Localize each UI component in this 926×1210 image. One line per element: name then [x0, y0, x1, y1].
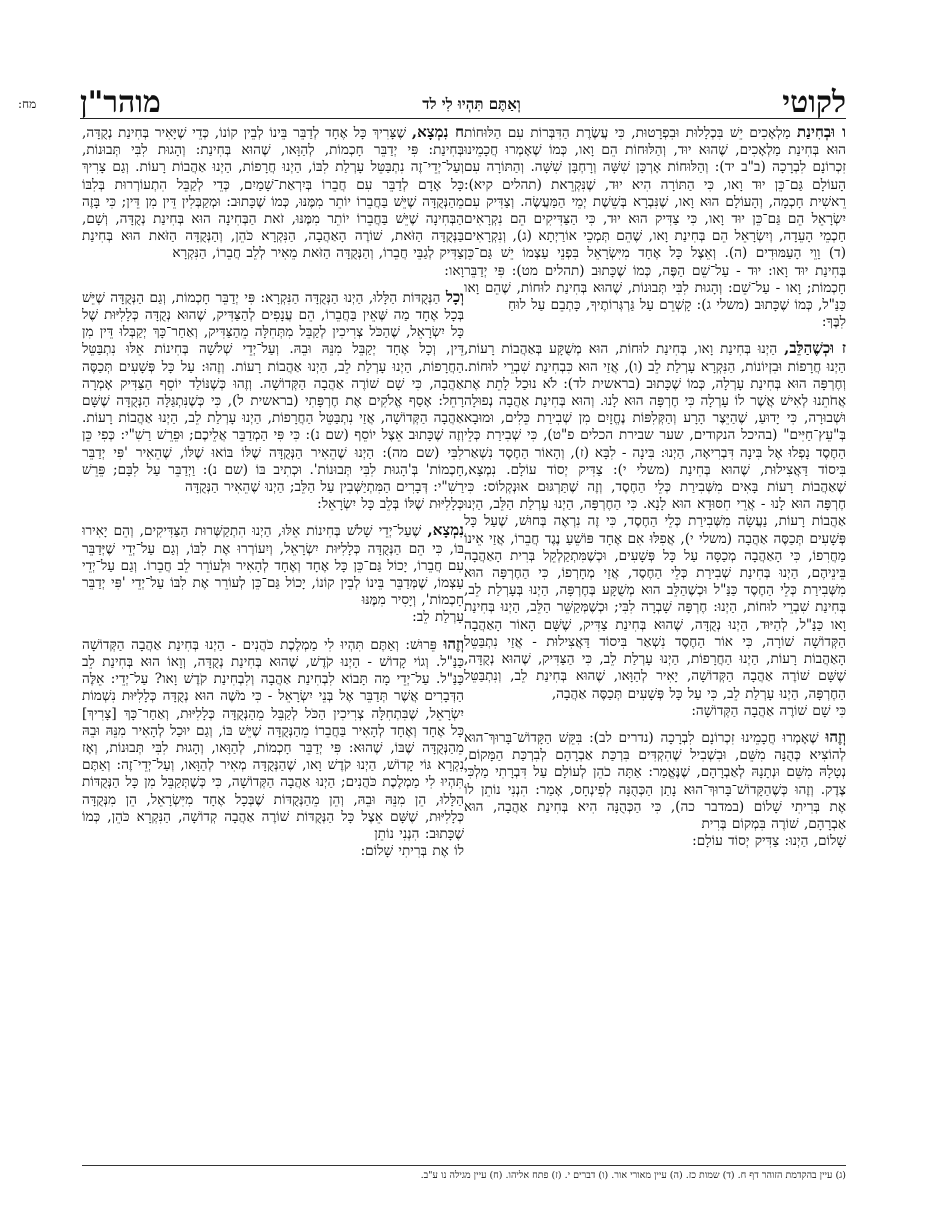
- paragraph-6: [464, 124, 846, 331]
- paragraph-text: שֶׁצָּרִיךְ כָּל אֶחָד לְדַבֵּר בֵּינוֹ לְבֵין קוֹנוֹ, כְּדֵי שֶׁיָּאִיר בְּחִינַת נְקֻדָּה, בְּחִינַת: פִּי יְדַבֵּר חָכְמוֹת, לְהַוָּאו, שֶׁהוּא בְּחִינַת: וְהָגוּת לִבִּי תְּבוּנוֹת, וְעַל־יְדֵי־זֶה נִתְבַּטֵּל עָרְלַת לִבּוֹ, הַיְנוּ חֲרָפוֹת, הַיְנוּ אַהֲבוֹת רָעוֹת. וְגַם צָרִיךְ כָּל אָדָם לְדַבֵּר עִם חֲבֵרוֹ בְּיִרְאַת־שָׁמַיִם, כְּדֵי לְקַבֵּל הִתְעוֹרְרוּת בְּלִבּוֹ מֵהַנְּקֻדָּה שֶׁיֵּשׁ בַּחֲבֵרוֹ יוֹתֵר מִמֶּנּוּ, כְּמוֹ שֶׁכָּתוּב: וּמְקַבְּלִין דֵּין מִן דֵּין; כִּי בָּזֶה הַבְּחִינָה שֶׁיֵּשׁ בַּחֲבֵרוֹ יוֹתֵר מִמֶּנּוּ, זֹאת הַבְּחִינָה הוּא בְּחִינַת נְקֻדָּה, וְשָׁם, בַּנְּקֻדָּה הַזֹּאת, שׁוֹרֶה הָאַהֲבָה, הַנִּקְרָא כֹּהֵן, וְהַנְּקֻדָּה הַזֹּאת הוּא בְּחִינַת צַדִּיק לְגַבֵּי חֲבֵרוֹ, וְהַנְּקֻדָּה הַזֹּאת מֵאִיר לְלֵב חֲבֵרוֹ, הַנִּקְרָא: [82, 125, 464, 262]
- paragraph-text: מַלְאָכִים יֵשׁ בִּכְלָלוּת וּבִפְרָטוּת, כִּי עֲשֶׂרֶת הַדִּבְּרוֹת עִם הַלּוּחוֹת הוּא בְּחִינַת מַלְאָכִים, שֶׁהוּא יוּד, וְהַלּוּחוֹת הֵם וָאו, כְּמוֹ שֶׁאָמְרוּ חֲכָמֵינוּ זִכְרוֹנָם לִבְרָכָה (ב"ב יד): וְהַלּוּחוֹת אָרְכָּן שִׁשָּׁה וְרָחְבָּן שִׁשָּׁה. וְהַתּוֹרָה עִם הָעוֹלָם גַּם־כֵּן יוּד וָאו, כִּי הַתּוֹרָה הִיא יוּד, שֶׁנִּקְרֵאת (תהלים קיא): רֵאשִׁית חָכְמָה, וְהָעוֹלָם הוּא וָאו, שֶׁנִּבְרָא בְּשֵׁשֶׁת יְמֵי הַמַּעֲשֶׂה. וְצַדִּיק עִם יִשְׂרָאֵל הֵם גַּם־כֵּן יוּד וָאו, כִּי צַדִּיק הוּא יוּד, כִּי הַצַּדִּיקִים הֵם נִקְרָאִים חַכְמֵי הָעֵדָה, וְיִשְׂרָאֵל הֵם בְּחִינַת וָאו, שֶׁהֵם תְּמְכֵי אוֹרַיְתָא (ג), וְנִקְרָאִים (ד) וָוֵי הָעַמּוּדִים (ה). וְאֵצֶל כָּל אֶחָד מִיִּשְׂרָאֵל בִּפְנֵי עַצְמוֹ יֵשׁ גַּם־כֵּן בְּחִינַת יוּד וָאו: יוּד - עַל־שֵׁם הַפֶּה, כְּמוֹ שֶׁכָּתוּב (תהלים מט): פִּי יְדַבֵּר חָכְמוֹת; וָאו - עַל־שֵׁם: וְהָגוּת לִבִּי תְּבוּנוֹת, שֶׁהוּא בְּחִינַת לוּחוֹת, שֶׁהֵם וָאו כַּנַּ"ל, כְּמוֹ שֶׁכָּתוּב (משלי ג): קָשְׁרֵם עַל גַּרְגְּרוֹתֶיךָ, כָּתְבֵם עַל לוּחַ: [464, 125, 846, 314]
- paragraph-nimtza: [82, 522, 464, 626]
- paragraph-vezehu-1: [464, 729, 846, 850]
- paragraph-text: שֶׁאָמְרוּ חֲכָמֵינוּ זִכְרוֹנָם לִבְרָכָה (נדרים לב): בִּקֵּשׁ הַקָּדוֹשׁ־בָּרוּךְ־הוּא לְהוֹצִיא כְּהֻנָּה מִשֵּׁם, וּבִשְׁבִיל שֶׁהִקְדִּים בִּרְכַּת אַבְרָהָם לְבִרְכַּת הַמָּקוֹם, נְטָלָהּ מִשֵּׁם וּנְתָנָהּ לְאַבְרָהָם, שֶׁנֶּאֱמַר: אַתָּה כֹהֵן לְעוֹלָם עַל דִּבְרָתִי מַלְכִּי צֶדֶק. וְזֶהוּ כְּשֶׁהַקָּדוֹשׁ־בָּרוּךְ־הוּא נָתַן הַכְּהֻנָּה לְפִינְחָס, אָמַר: הִנְנִי נוֹתֵן לוֹ אֶת בְּרִיתִי שָׁלוֹם (במדבר כה), כִּי הַכְּהֻנָּה הִיא בְּחִינַת אַהֲבָה, הוּא אַבְרָהָם, שׁוֹרֶה בִּמְקוֹם בְּרִית: [464, 729, 846, 832]
- paragraph-last-line: כִּי שָׁם שׁוֹרֶה אַהֲבָה הַקְּדוֹשָׁה:: [691, 702, 846, 719]
- footnotes: (ג) עיין בהקדמת הזוהר דף ח. (ד) שמות כז. (ה) עיין מאורי אור. (ו) דברים י. (ז) פתח אליהו. (ח) עיין מגילה נו ע"ב.: [420, 1170, 846, 1181]
- text-columns: [82, 124, 846, 1159]
- paragraph-lead: נִמְצָא,: [427, 521, 464, 540]
- header-verse: וְאַתֶּם תִּהְיוּ לִי לד: [422, 95, 521, 113]
- paragraph-vechol: [82, 289, 464, 514]
- paragraph-last-line: עָרְלַת לֵב:: [412, 609, 464, 626]
- paragraph-last-line: שָׁלוֹם, הַיְנוּ: צַדִּיק יְסוֹד עוֹלָם:: [692, 833, 846, 850]
- paragraph-8: [82, 124, 464, 280]
- paragraph-text: הַיְנוּ בְּחִינַת וָאו, בְּחִינַת לוּחוֹת, הוּא מְשֻׁקָּע בְּאַהֲבוֹת רָעוֹת, הַיְנוּ חֲרָפוֹת וּבִזְיוֹנוֹת, הַנִּקְרָא עָרְלַת לֵב (ו), אֲזַי הוּא כִּבְחִינַת שִׁבְרֵי לוּחוֹת. וְחֶרְפָּה הוּא בְּחִינַת עָרְלָה, כְּמוֹ שֶׁכָּתוּב (בראשית לד): לֹא נוּכַל לָתֵת אֶת אֲחֹתֵנוּ לְאִישׁ אֲשֶׁר לוֹ עָרְלָה כִּי חֶרְפָּה הוּא לָנוּ. וְהוּא בְּחִינַת אַהֲבָה נְפוּלָה וּשְׁבוּרָה, כִּי יָדוּעַ, שֶׁהַיֵּצֶר הָרָע וְהַקְּלִפּוֹת נֶחֱזָיִם מִן שְׁבִירַת כֵּלִים, וּמוּבָא בְּ"עֵץ־חַיִּים" (בהיכל הנקודים, שער שבירת הכלים פ"ט), כִּי שְׁבִירַת כְּלֵי הַחֶסֶד נָפְלוּ אֶל בִּינָה דִּבְרִיאָה, הַיְנוּ: בִּינָה - לִבָּא (ז), וְהָאוֹר הַחֶסֶד נִשְׁאַר בִּיסוֹד דַּאֲצִילוּת, שֶׁהוּא בְּחִינַת (משלי י): צַדִּיק יְסוֹד עוֹלָם. נִמְצָא, שֶׁאַהֲבוֹת רָעוֹת בָּאִים מִשְּׁבִירַת כְּלֵי הַחֶסֶד, וְזֶה שֶׁתַּרְגּוּם אוּנְקְלוֹס: כִּי חֶרְפָּה הוּא לָנוּ - אֲרֵי חִסּוּדָא הוּא לָנָא. כִּי הַחֶרְפָּה, הַיְנוּ עָרְלַת הַלֵּב, הַיְנוּ אַהֲבוֹת רָעוֹת, נַעֲשָׂה מִשְּׁבִירַת כְּלֵי הַחֶסֶד, כִּי זֶה נִרְאֶה בְּחוּשׁ, שֶׁעַל כָּל פְּשָׁעִים תְּכַסֶּה אַהֲבָה (משלי י), אֲפִלּוּ אִם אֶחָד פּוֹשֵׁעַ נֶגֶד חֲבֵרוֹ, אֲזַי אֵינוֹ מַחֲרִפוֹ, כִּי הָאַהֲבָה מְכַסָּה עַל כָּל פְּשָׁעִים, וּכְשֶׁמִּתְקַלְקֵל בְּרִית הָאַהֲבָה בֵּינֵיהֶם, הַיְנוּ בְּחִינַת שְׁבִירַת כְּלֵי הַחֶסֶד, אֲזַי מְחָרְפוֹ, כִּי הַחֶרְפָּה הוּא מִשְּׁבִירַת כְּלֵי הַחֶסֶד כַּנַּ"ל וּכְשֶׁהַלֵּב הוּא מְשֻׁקָּע בְּחֶרְפָּה, הַיְנוּ בְּעָרְלַת לֵב, בְּחִינַת שִׁבְרֵי לוּחוֹת, הַיְנוּ: חֶרְפָּה שָׁבְרָה לִבִּי; וּכְשֶׁמְּקַשֵּׁר הַלֵּב, הַיְנוּ בְּחִינַת וָאו כַּנַּ"ל, לְהַיּוּד, הַיְנוּ נְקֻדָּה, שֶׁהוּא בְּחִינַת צַדִּיק, שֶׁשָּׁם הָאוֹר הָאַהֲבָה הַקְּדוֹשָׁה שׁוֹרָה, כִּי אוֹר הַחֶסֶד נִשְׁאַר בִּיסוֹד דַּאֲצִילוּת - אֲזַי נִתְבַּטֵּל הָאַהֲבוֹת רָעוֹת, הַיְנוּ הַחֲרָפוֹת, הַיְנוּ עָרְלַת לֵב, כִּי הַצַּדִּיק, שֶׁהוּא נְקֻדָּה, שֶׁשָּׁם שׁוֹרֶה אַהֲבָה הַקְּדוֹשָׁה, יָאִיר לְהַוָּאו, שֶׁהוּא בְּחִינַת לֵב, וְנִתְבַּטֵּל הַחֶרְפָּה, הַיְנוּ עָרְלַת לֵב, כִּי עַל כָּל פְּשָׁעִים תְּכַסֶּה אַהֲבָה,: [464, 341, 846, 702]
- paragraph-vezehu-2: [82, 636, 464, 861]
- footnote-divider: [82, 1165, 846, 1166]
- paragraph-last-line: וָאו:: [444, 262, 464, 279]
- paragraph-last-line: כְּלָלִיּוּת שֶׁלּוֹ בְּלֵב כָּל יִשְׂרָאֵל:: [317, 496, 464, 513]
- paragraph-lead: וְזֶהוּ: [443, 634, 464, 653]
- paragraph-lead: ח נִמְצָא,: [411, 124, 464, 141]
- paragraph-lead: וְזֶהוּ: [825, 727, 846, 746]
- author-title: מוהר"ן: [80, 85, 161, 120]
- paragraph-last-line: לִבֶּךָ:: [821, 314, 846, 331]
- paragraph-last-line: לוֹ אֶת בְּרִיתִי שָׁלוֹם:: [360, 843, 464, 860]
- paragraph-lead: ז וּכְשֶׁהַלֵּב,: [784, 339, 846, 358]
- running-header: [18, 78, 846, 120]
- paragraph-text: פֵּרוּשׁ: וְאַתֶּם תִּהְיוּ לִי מַמְלֶכֶת כֹּהֲנִים - הַיְנוּ בְּחִינַת אַהֲבָה הַקְּדוֹשָׁה כַּנַּ"ל. וְגוֹי קָדוֹשׁ - הַיְנוּ קֹדֶשׁ, שֶׁהוּא בְּחִינַת נְקֻדָּה, וְוָאוֹ הוּא בְּחִינַת לֵב כַּנַּ"ל. עַל־יְדֵי מָה תָּבוֹא לִבְחִינַת אַהֲבָה וְלִבְחִינַת קֹדֶשׁ וָאו? עַל־יְדֵי: אֵלֶּה הַדְּבָרִים אֲשֶׁר תְּדַבֵּר אֶל בְּנֵי יִשְׂרָאֵל - כִּי מֹשֶׁה הוּא נְקֻדָּה כְּלָלִיּוּת נִשְׁמוֹת יִשְׂרָאֵל, שֶׁבִּתְחִלָּה צְרִיכִין הַכֹּל לְקַבֵּל מֵהַנְּקֻדָּה כְּלָלִיּוּת, וְאַחַר־כָּךְ [צָרִיךְ] כָּל אֶחָד וְאֶחָד לְהָאִיר בַּחֲבֵרוֹ מֵהַנְּקֻדָּה שֶׁיֵּשׁ בּוֹ, וְגַם יוּכַל לְהָאִיר מִנֵּהּ וּבֵהּ מֵהַנְּקֻדָּה שֶׁבּוֹ, שֶׁהוּא: פִּי יְדַבֵּר חָכְמוֹת, לְהַוָּאו, וְהָגוּת לִבִּי תְּבוּנוֹת, וְאָז נִקְרָא גּוֹי קָדוֹשׁ, הַיְנוּ קֹדֶשׁ וָאו, שֶׁהַנְּקֻדָּה מְאִיר לְהַוָּאו, וְעַל־יְדֵי־זֶה: וְאַתֶּם תִּהְיוּ לִי מַמְלֶכֶת כֹּהֲנִים; הַיְנוּ אַהֲבָה הַקְּדוֹשָׁה, כִּי כְּשֶׁתְּקַבֵּל מִן כָּל הַנְּקֻדּוֹת הַלָּלוּ, הֵן מִנֵּהּ וּבֵהּ, וְהֵן מֵהַנְּקֻדּוֹת שֶׁבְּכָל אֶחָד מִיִּשְׂרָאֵל, הֵן מִנְּקֻדָּה כְּלָלִיּוּת, שֶׁשָּׁם אֵצֶל כָּל הַנְּקֻדּוֹת שׁוֹרֶה אַהֲבָה קְדוֹשָׁה, הַנִּקְרָא כֹּהֵן, כְּמוֹ שֶׁכָּתוּב: הִנְנִי נוֹתֵן: [82, 636, 464, 842]
- paragraph-7: [464, 340, 846, 719]
- left-column: [82, 124, 464, 1159]
- paragraph-lead: וְכָל: [445, 287, 464, 306]
- right-column: [464, 124, 846, 1159]
- paragraph-text: הַנְּקֻדּוֹת הַלָּלוּ, הַיְנוּ הַנְּקֻדָּה הַנִּקְרָא: פִּי יְדַבֵּר חָכְמוֹת, וְגַם הַנְּקֻדָּה שֶׁיֵּשׁ בְּכָל אֶחָד מַה שֶּׁאֵין בַּחֲבֵרוֹ, הֵם עֲנָפִים לְהַצַּדִּיק, שֶׁהוּא נְקֻדָּה כְּלָלִיּוּת שֶׁל כָּל יִשְׂרָאֵל, שֶׁהַכֹּל צְרִיכִין לְקַבֵּל מִתְּחִלָּה מֵהַצַּדִּיק, וְאַחַר־כָּךְ יְקַבְּלוּ דֵּין מִן דֵּין, וְכָל אֶחָד יְקַבֵּל מִנֵּהּ וּבֵהּ. וְעַל־יְדֵי שְׁלֹשָׁה בְּחִינוֹת אֵלּוּ נִתְבַּטֵּל הַחֲרָפוֹת, הַיְנוּ עָרְלַת לֵב, הַיְנוּ אַהֲבוֹת רָעוֹת. וְזֶהוּ: עַל כָּל פְּשָׁעִים תְּכַסֶּה אַהֲבָה, כִּי שָׁם שׁוֹרֶה אַהֲבָה הַקְּדוֹשָׁה. וְזֶהוּ כְּשֶׁנּוֹלַד יוֹסֵף הַצַּדִּיק אָמְרָה רָחֵל: אָסַף אֱלֹקִים אֶת חֶרְפָּתִי (בראשית ל), כִּי כְּשֶׁנִּתְגַּלָּה הַנְּקֻדָּה שֶׁשָּׁם אַהֲבָה הַקְּדוֹשָׁה, אֲזַי נִתְבַּטֵּל הַחֲרָפוֹת, הַיְנוּ עָרְלַת לֵב, הַיְנוּ אַהֲבוֹת רָעוֹת. וְזֶה שֶׁכָּתוּב אֵצֶל יוֹסֵף (שם נ): כִּי פִּי הַמְדַבֵּר אֲלֵיכֶם; וּפֵרֵשׁ רַשִׁ"י: כְּפִי כֵּן לִבִּי (שם מה): הַיְנוּ שֶׁהֵאִיר הַנְּקֻדָּה שֶׁלּוֹ בּוֹאוּ שֶׁלּוֹ, שֶׁהֵאִיר 'פִּי יְדַבֵּר חָכְמוֹת' בְּ'הָגוּת לִבִּי תְּבוּנוֹת'. וּכְתִיב בּוֹ (שם נ): וַיְדַבֵּר עַל לִבָּם; פֵּרֵשׁ רַשִׁ"י: דְּבָרִים הַמִּתְיַשְּׁבִין עַל הַלֵּב; הַיְנוּ שֶׁהֵאִיר הַנְּקֻדָּה: [82, 289, 464, 496]
- page-number: מח:: [18, 97, 37, 111]
- book-title: לקוטי: [782, 85, 846, 120]
- paragraph-lead: ו וּבְחִינַת: [797, 124, 846, 141]
- paragraph-text: שֶׁעַל־יְדֵי שָׁלֹשׁ בְּחִינוֹת אֵלּוּ, הַיְנוּ הִתְקַשְּׁרוּת הַצַּדִּיקִים, וְהֵם יָאִירוּ בּוֹ, כִּי הֵם הַנְּקֻדָּה כְּלָלִיּוּת יִשְׂרָאֵל, וְיִעוֹרְרוּ אֶת לִבּוֹ, וְגַם עַל־יְדֵי שֶׁיְּדַבֵּר עִם חֲבֵרוֹ, יָכוֹל גַּם־כֵּן כָּל אֶחָד וְאֶחָד לְהָאִיר וּלְעוֹרֵר לֵב חֲבֵרוֹ. וְגַם עַל־יְדֵי עַצְמוֹ, שֶׁמְּדַבֵּר בֵּינוֹ לְבֵין קוֹנוֹ, יָכוֹל גַּם־כֵּן לְעוֹרֵר אֶת לִבּוֹ עַל־יְדֵי 'פִּי יְדַבֵּר חָכְמוֹת', וְיָסִיר מִמֶּנּוּ: [82, 523, 464, 609]
